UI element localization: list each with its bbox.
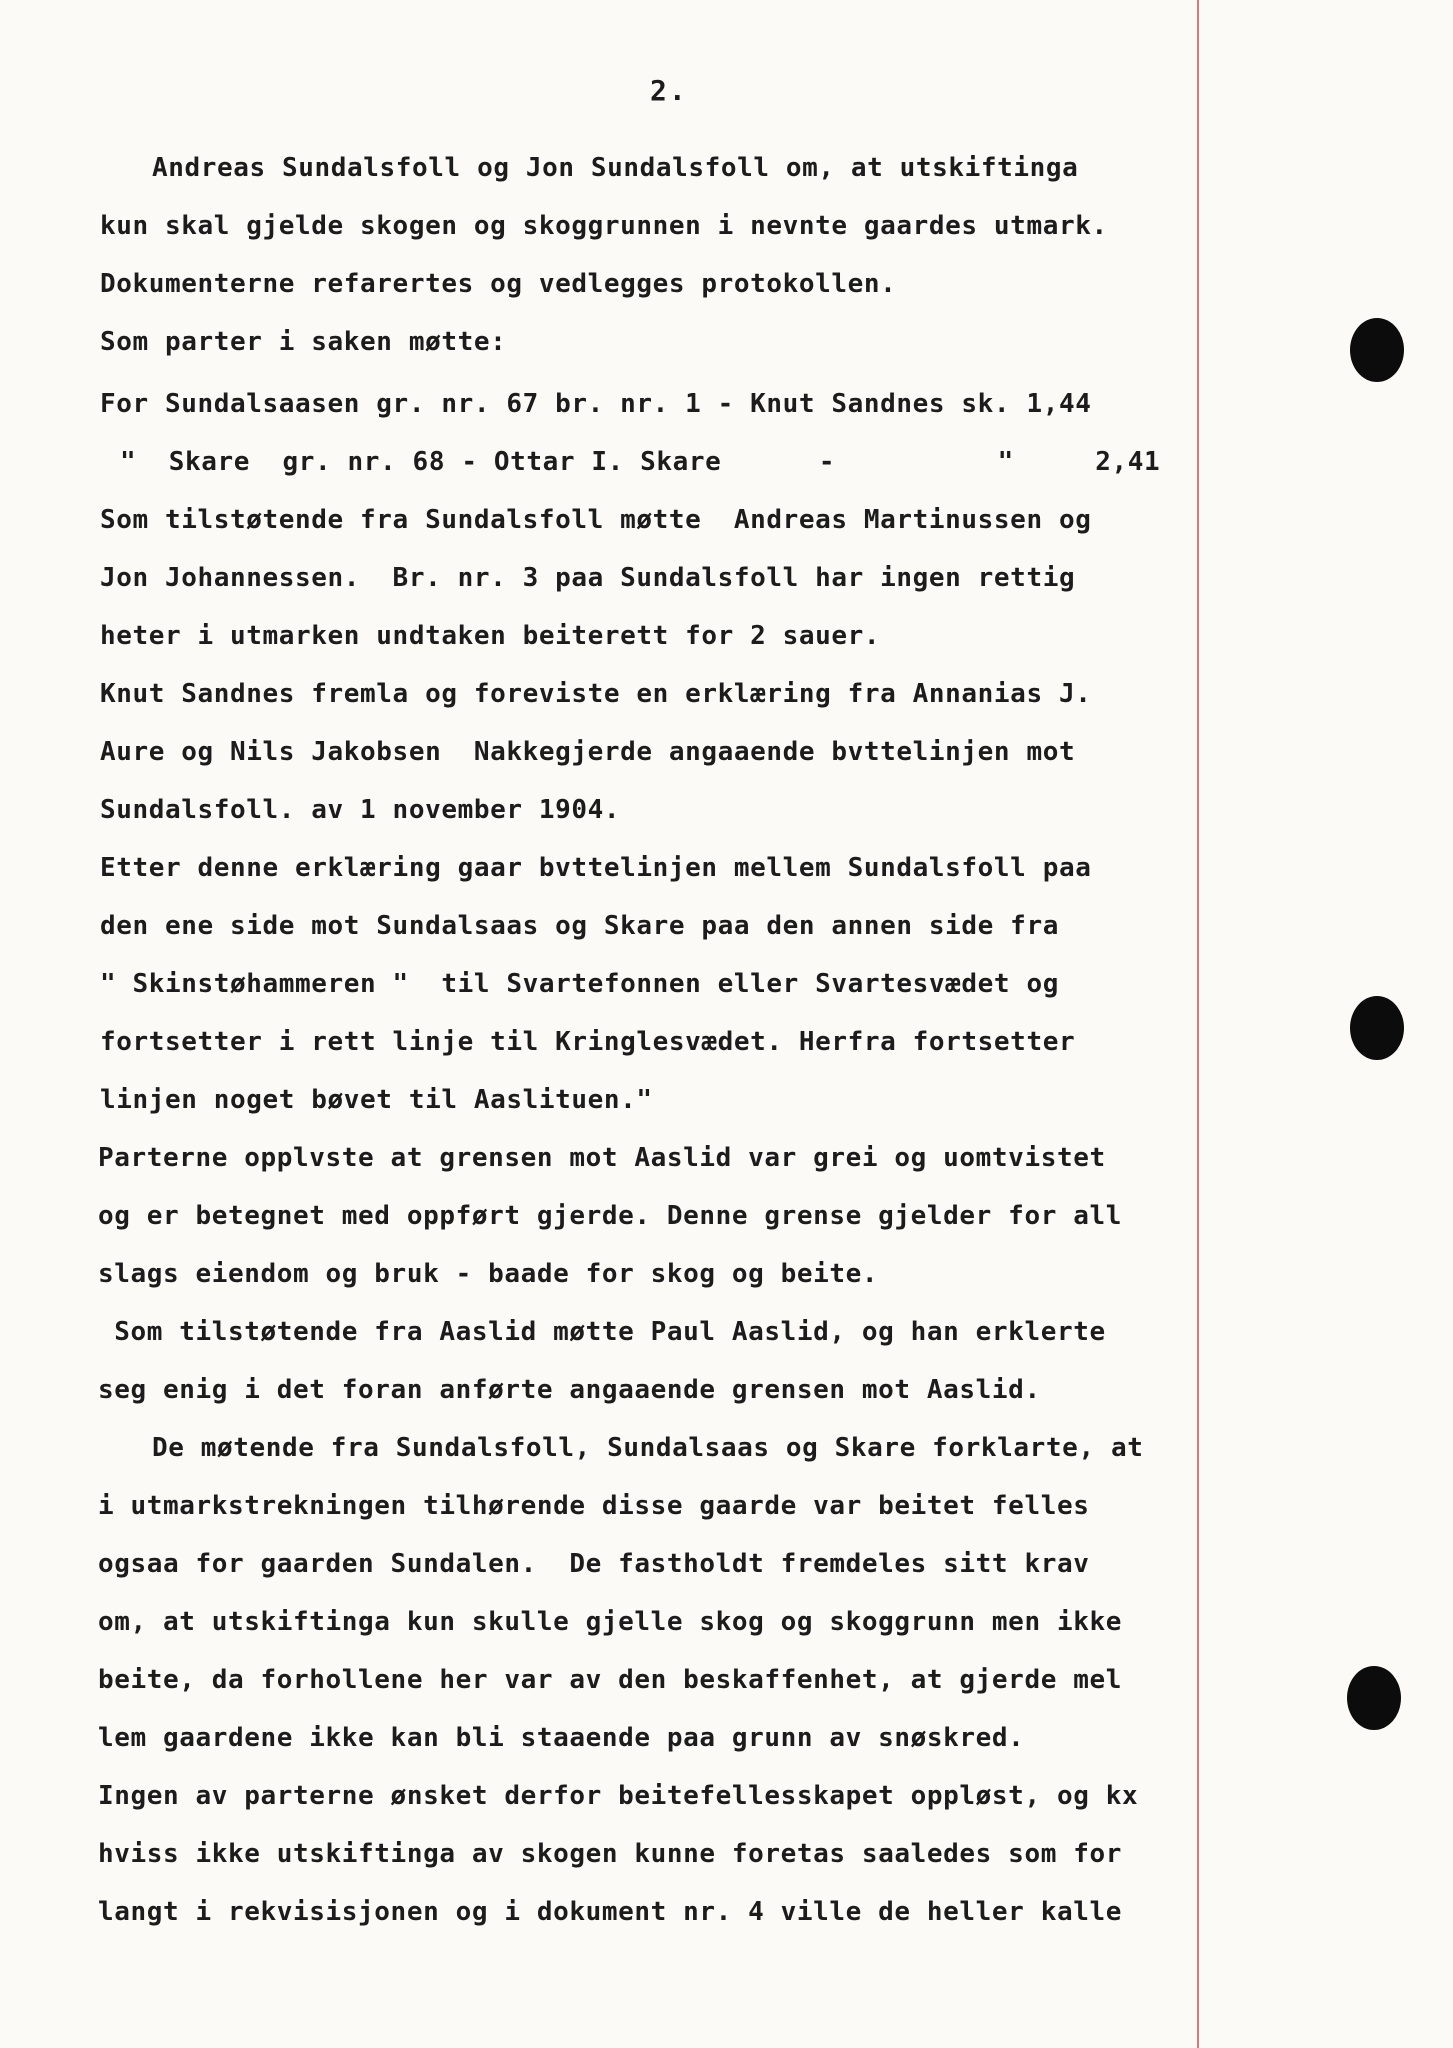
text-line: beite, da forhollene her var av den beskaffenhet, at gjerde mel	[98, 1665, 1122, 1695]
text-line: Som parter i saken møtte:	[100, 327, 507, 357]
text-line: Sundalsfoll. av 1 november 1904.	[100, 795, 621, 825]
text-line: Etter denne erklæring gaar bvttelinjen mellem Sundalsfoll paa	[100, 853, 1092, 883]
punch-hole	[1350, 318, 1404, 382]
text-line: Aure og Nils Jakobsen Nakkegjerde angaaende bvttelinjen mot	[100, 737, 1076, 767]
text-line: Dokumenterne refarertes og vedlegges protokollen.	[100, 269, 897, 299]
text-line: Knut Sandnes fremla og foreviste en erklæring fra Annanias J.	[100, 679, 1092, 709]
text-line: " Skare gr. nr. 68 - Ottar I. Skare - " 2,41	[120, 447, 1161, 477]
text-line: hviss ikke utskiftinga av skogen kunne foretas saaledes som for	[98, 1839, 1122, 1869]
text-line: Som tilstøtende fra Aaslid møtte Paul Aaslid, og han erklerte	[98, 1317, 1106, 1347]
text-line: og er betegnet med oppført gjerde. Denne grense gjelder for all	[98, 1201, 1122, 1231]
text-line: lem gaardene ikke kan bli staaende paa grunn av snøskred.	[98, 1723, 1025, 1753]
text-line: ogsaa for gaarden Sundalen. De fastholdt fremdeles sitt krav	[98, 1549, 1090, 1579]
text-line: kun skal gjelde skogen og skoggrunnen i nevnte gaardes utmark.	[100, 211, 1108, 241]
text-line: Jon Johannessen. Br. nr. 3 paa Sundalsfoll har ingen rettig	[100, 563, 1076, 593]
text-line: den ene side mot Sundalsaas og Skare paa den annen side fra	[100, 911, 1059, 941]
text-line: slags eiendom og bruk - baade for skog og beite.	[98, 1259, 879, 1289]
text-line: De møtende fra Sundalsfoll, Sundalsaas og Skare forklarte, at	[152, 1433, 1144, 1463]
text-line: " Skinstøhammeren " til Svartefonnen eller Svartesvædet og	[100, 969, 1059, 999]
text-line: heter i utmarken undtaken beiterett for 2 sauer.	[100, 621, 881, 651]
text-line: Ingen av parterne ønsket derfor beitefellesskapet oppløst, og kx	[98, 1781, 1139, 1811]
text-line: i utmarkstrekningen tilhørende disse gaarde var beitet felles	[98, 1491, 1090, 1521]
text-line: For Sundalsaasen gr. nr. 67 br. nr. 1 - Knut Sandnes sk. 1,44	[100, 389, 1092, 419]
punch-hole	[1350, 996, 1404, 1060]
text-line: fortsetter i rett linje til Kringlesvædet. Herfra fortsetter	[100, 1027, 1076, 1057]
text-line: linjen noget bøvet til Aaslituen."	[100, 1085, 653, 1115]
punch-hole	[1347, 1666, 1401, 1730]
margin-rule	[1197, 0, 1199, 2048]
text-line: Andreas Sundalsfoll og Jon Sundalsfoll om, at utskiftinga	[152, 153, 1079, 183]
page-number: 2.	[650, 74, 688, 107]
text-line: Som tilstøtende fra Sundalsfoll møtte Andreas Martinussen og	[100, 505, 1092, 535]
text-line: om, at utskiftinga kun skulle gjelle skog og skoggrunn men ikke	[98, 1607, 1122, 1637]
text-line: seg enig i det foran anførte angaaende grensen mot Aaslid.	[98, 1375, 1041, 1405]
text-line: Parterne opplvste at grensen mot Aaslid var grei og uomtvistet	[98, 1143, 1106, 1173]
text-line: langt i rekvisisjonen og i dokument nr. 4 ville de heller kalle	[98, 1897, 1122, 1927]
